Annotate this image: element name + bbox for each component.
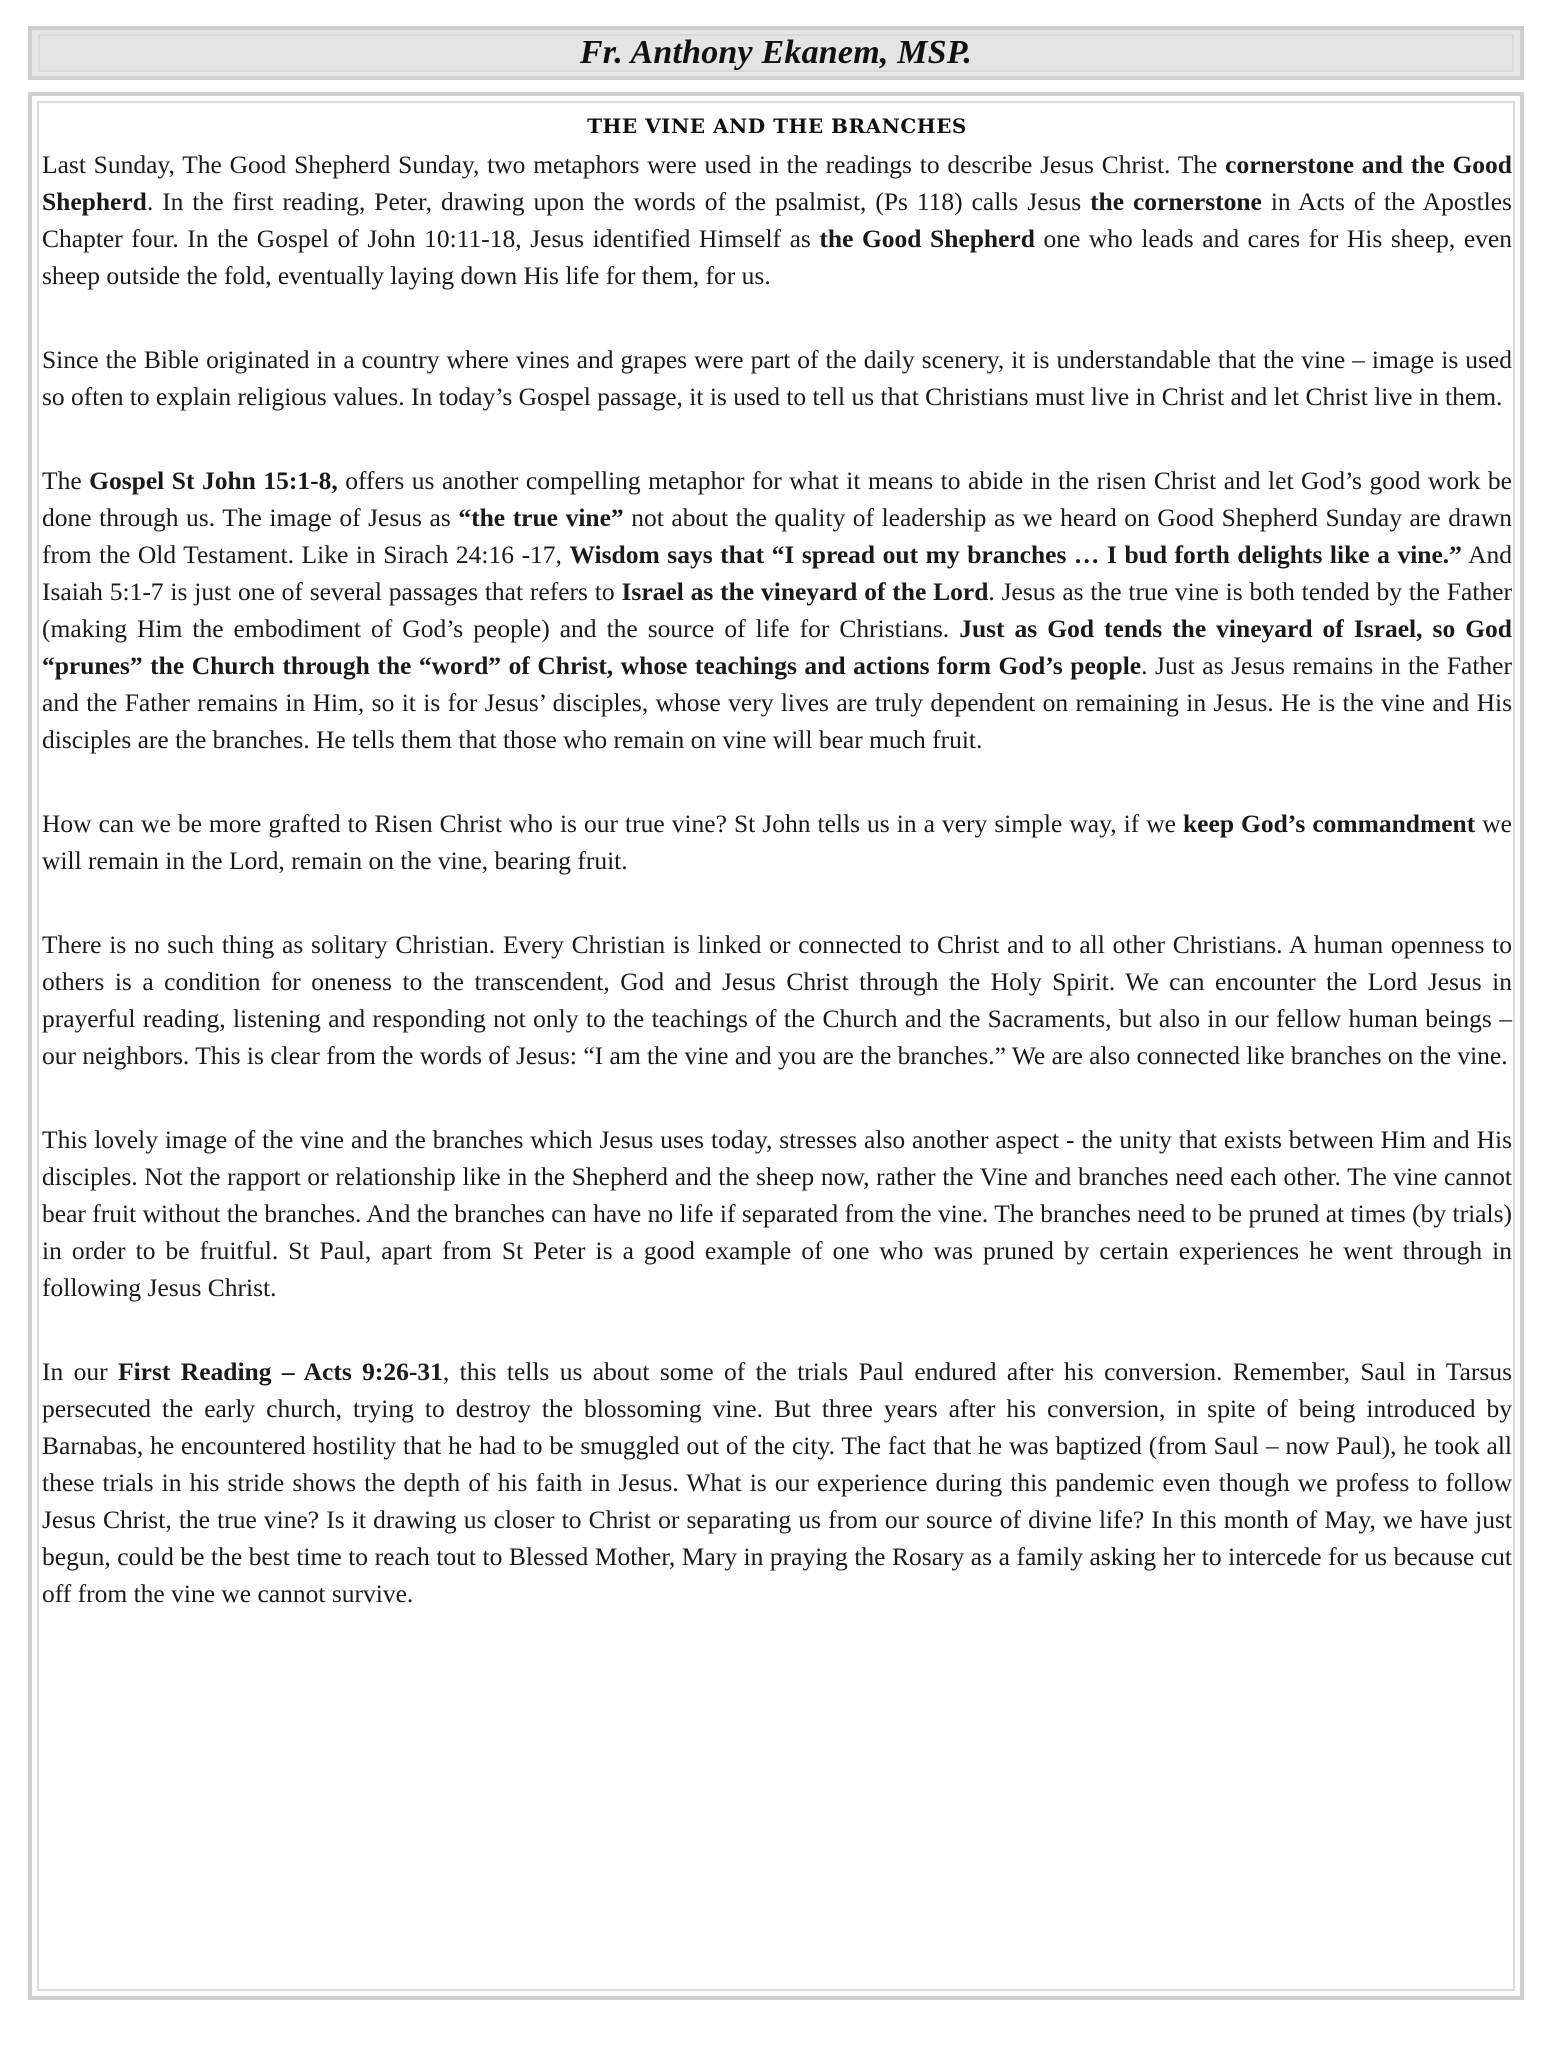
body-paragraph-1 xyxy=(42,146,1512,294)
bold-text-run: keep God’s commandment xyxy=(1183,809,1476,838)
author-name: Fr. Anthony Ekanem, MSP. xyxy=(579,34,973,71)
bold-text-run: the cornerstone xyxy=(1090,187,1262,216)
body-paragraph-4 xyxy=(42,805,1512,879)
article-body xyxy=(42,146,1512,1612)
article-title: THE VINE AND THE BRANCHES xyxy=(587,114,967,138)
text-run: in Acts of the Apostles Chapter four. In the Gospel of John 10:11-18, Jesus identified Himself as xyxy=(42,187,1512,253)
text-run: . Jesus as the true vine is both tended by the Father (making Him the embodiment of God’s people) and the source of life for Christians. xyxy=(42,577,1512,643)
body-paragraph-7 xyxy=(42,1353,1512,1612)
body-paragraph-2 xyxy=(42,341,1512,415)
body-paragraph-5 xyxy=(42,926,1512,1074)
body-paragraph-3 xyxy=(42,462,1512,758)
text-run: offers us another compelling metaphor for what it means to abide in the risen Christ and let God’s good work be done through us. The image of Jesus as xyxy=(42,466,1512,532)
bold-text-run: Just as God tends the vineyard of Israel, so God “prunes” the Church through the “word” of Christ, whose teachings and actions form God’s people xyxy=(42,614,1512,680)
bold-text-run: Gospel St John 15:1-8, xyxy=(89,466,338,495)
author-header-box xyxy=(28,26,1524,80)
text-run: one who leads and cares for His sheep, even sheep outside the fold, eventually laying down His life for them, for us. xyxy=(42,224,1512,290)
bold-text-run: Wisdom says that “I spread out my branches … I bud forth delights like a vine.” xyxy=(569,540,1462,569)
bold-text-run: cornerstone and the Good Shepherd xyxy=(42,150,1512,216)
text-run: Last Sunday, The Good Shepherd Sunday, two metaphors were used in the readings to describe Jesus Christ. The xyxy=(42,150,1226,179)
text-run: not about the quality of leadership as we heard on Good Shepherd Sunday are drawn from the Old Testament. Like in Sirach 24:16 -17, xyxy=(42,503,1512,569)
text-run: This lovely image of the vine and the branches which Jesus uses today, stresses also another aspect - the unity that exists between Him and His disciples. Not the rapport or relationship like in the Shepherd and the sheep now, rather the Vine and branches need each other. The vine cannot bear fruit without the branches. And the branches can have no life if separated from the vine. The branches need to be pruned at times (by trials) in order to be fruitful. St Paul, apart from St Peter is a good example of one who was pruned by certain experiences he went through in following Jesus Christ. xyxy=(42,1125,1512,1302)
text-run: , this tells us about some of the trials Paul endured after his conversion. Remember, Saul in Tarsus persecuted the early church, trying to destroy the blossoming vine. But three years after his conversion, in spite of being introduced by Barnabas, he encountered hostility that he had to be smuggled out of the city. The fact that he was baptized (from Saul – now Paul), he took all these trials in his stride shows the depth of his faith in Jesus. What is our experience during this pandemic even though we profess to follow Jesus Christ, the true vine? Is it drawing us closer to Christ or separating us from our source of divine life? In this month of May, we have just begun, could be the best time to reach tout to Blessed Mother, Mary in praying the Rosary as a family asking her to intercede for us because cut off from the vine we cannot survive. xyxy=(42,1357,1513,1608)
text-run: Since the Bible originated in a country where vines and grapes were part of the daily scenery, it is understandable that the vine – image is used so often to explain religious values. In today’s Gospel passage, it is used to tell us that Christians must live in Christ and let Christ live in them. xyxy=(42,345,1512,411)
body-paragraph-6 xyxy=(42,1121,1512,1306)
text-run: The xyxy=(42,466,90,495)
bold-text-run: the Good Shepherd xyxy=(819,224,1035,253)
text-run: And Isaiah 5:1-7 is just one of several passages that refers to xyxy=(42,540,1512,606)
text-run: There is no such thing as solitary Christian. Every Christian is linked or connected to Christ and to all other Christians. A human openness to others is a condition for oneness to the transcendent, God and Jesus Christ through the Holy Spirit. We can encounter the Lord Jesus in prayerful reading, listening and responding not only to the teachings of the Church and the Sacraments, but also in our fellow human beings – our neighbors. This is clear from the words of Jesus: “I am the vine and you are the branches.” We are also connected like branches on the vine. xyxy=(42,930,1512,1070)
text-run: How can we be more grafted to Risen Christ who is our true vine? St John tells us in a very simple way, if we xyxy=(42,809,1183,838)
bold-text-run: “the true vine” xyxy=(458,503,624,532)
text-run: we will remain in the Lord, remain on the vine, bearing fruit. xyxy=(42,809,1512,875)
text-run: . In the first reading, Peter, drawing upon the words of the psalmist, (Ps 118) calls Jesus xyxy=(146,187,1091,216)
text-run: In our xyxy=(42,1357,119,1386)
text-run: . Just as Jesus remains in the Father and the Father remains in Him, so it is for Jesus’ disciples, whose very lives are truly dependent on remaining in Jesus. He is the vine and His disciples are the branches. He tells them that those who remain on vine will bear much fruit. xyxy=(42,651,1512,754)
article-content xyxy=(42,114,1512,1659)
bold-text-run: First Reading – Acts 9:26-31 xyxy=(118,1357,443,1386)
bold-text-run: Israel as the vineyard of the Lord xyxy=(621,577,989,606)
